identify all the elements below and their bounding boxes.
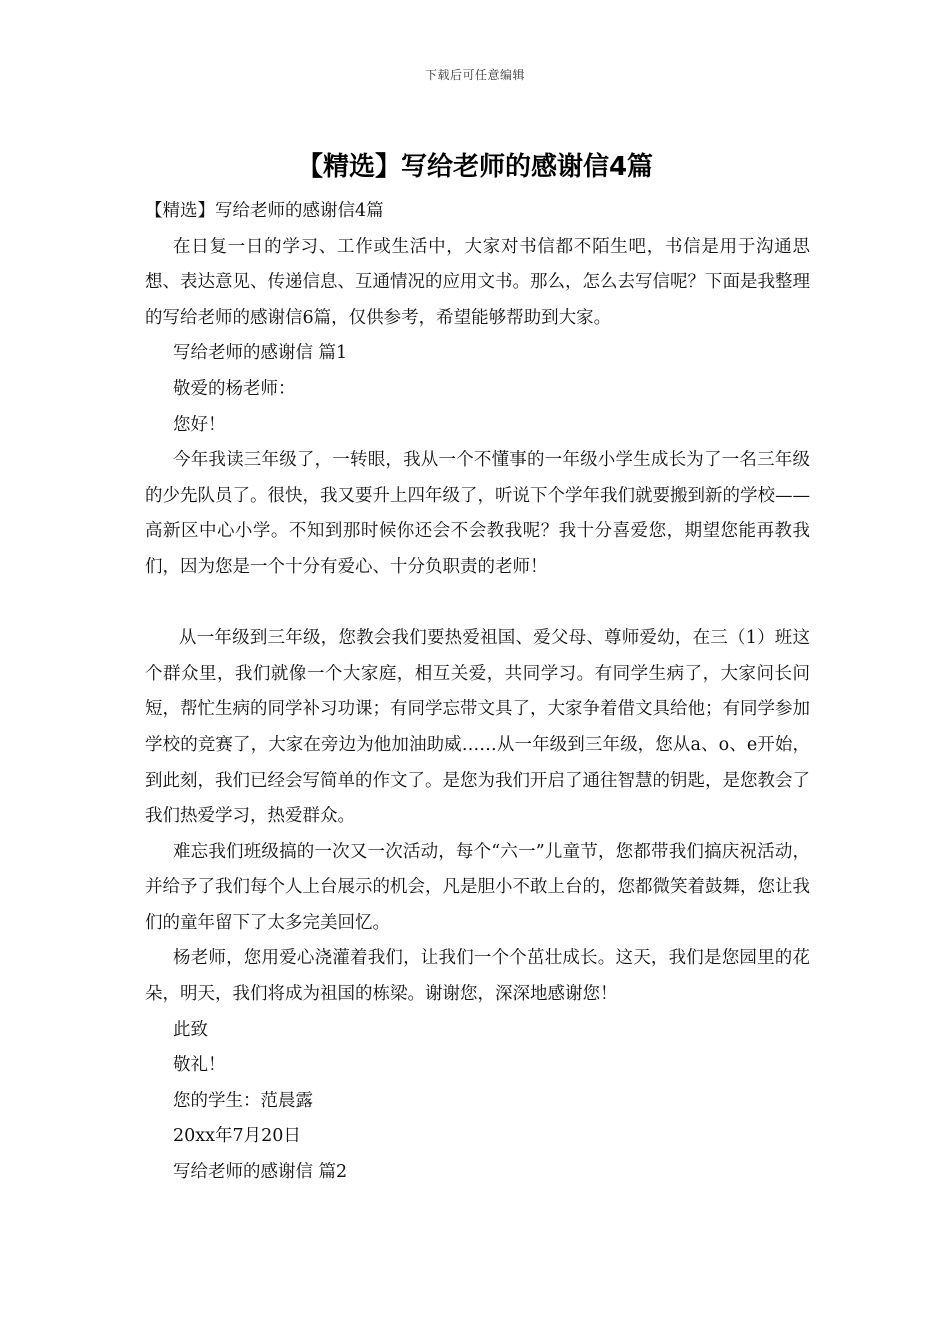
- signature-line: 您的学生：范晨露: [173, 1090, 313, 1111]
- subtitle-line: 【精选】写给老师的感谢信4篇: [145, 201, 384, 221]
- salutation: 敬爱的杨老师：: [173, 378, 296, 399]
- closing-line-1: 此致: [173, 1019, 208, 1040]
- letter-paragraph-1: 今年我读三年级了，一转眼，我从一个不懂事的一年级小学生成长为了一名三年级的少先队员了。很快，我又要升上四年级了，听说下个学年我们就要搬到新的学校——高新区中心小学。不知到那时候你还会不会教我呢？我十分喜爱您，期望您能再教我们，因为您是一个十分有爱心、十分负职责的老师！: [145, 450, 810, 577]
- document-title: 【精选】写给老师的感谢信4篇: [296, 152, 654, 182]
- letter-paragraph-4: 杨老师，您用爱心浇灌着我们，让我们一个个茁壮成长。这天，我们是您园里的花朵，明天，我们将成为祖国的栋梁。谢谢您，深深地感谢您！: [145, 948, 810, 1005]
- document-body: [145, 194, 810, 1191]
- section-heading-2: 写给老师的感谢信 篇2: [173, 1162, 348, 1183]
- header-note: 下载后可任意编辑: [424, 68, 525, 82]
- greeting: 您好！: [173, 414, 226, 435]
- intro-paragraph: 在日复一日的学习、工作或生活中，大家对书信都不陌生吧，书信是用于沟通思想、表达意见、传递信息、互通情况的应用文书。那么，怎么去写信呢？下面是我整理的写给老师的感谢信6篇，仅供参考，希望能够帮助到大家。: [145, 236, 810, 328]
- section-heading-1: 写给老师的感谢信 篇1: [173, 343, 348, 364]
- blank-line: [145, 586, 810, 622]
- letter-paragraph-3: 难忘我们班级搞的一次又一次活动，每个“六一”儿童节，您都带我们搞庆祝活动，并给予了我们每个人上台展示的机会，凡是胆小不敢上台的，您都微笑着鼓舞，您让我们的童年留下了太多完美回忆。: [145, 841, 810, 933]
- letter-paragraph-2: 从一年级到三年级，您教会我们要热爱祖国、爱父母、尊师爱幼，在三（1）班这个群众里，我们就像一个大家庭，相互关爱，共同学习。有同学生病了，大家问长问短，帮忙生病的同学补习功课；有同学忘带文具了，大家争着借文具给他；有同学参加学校的竞赛了，大家在旁边为他加油助威……从一年级到三年级，您从a、o、e开始，到此刻，我们已经会写简单的作文了。是您为我们开启了通往智慧的钥匙，是您教会了我们热爱学习，热爱群众。: [145, 628, 810, 827]
- date-line: 20xx年7月20日: [173, 1126, 301, 1147]
- closing-line-2: 敬礼！: [173, 1055, 226, 1076]
